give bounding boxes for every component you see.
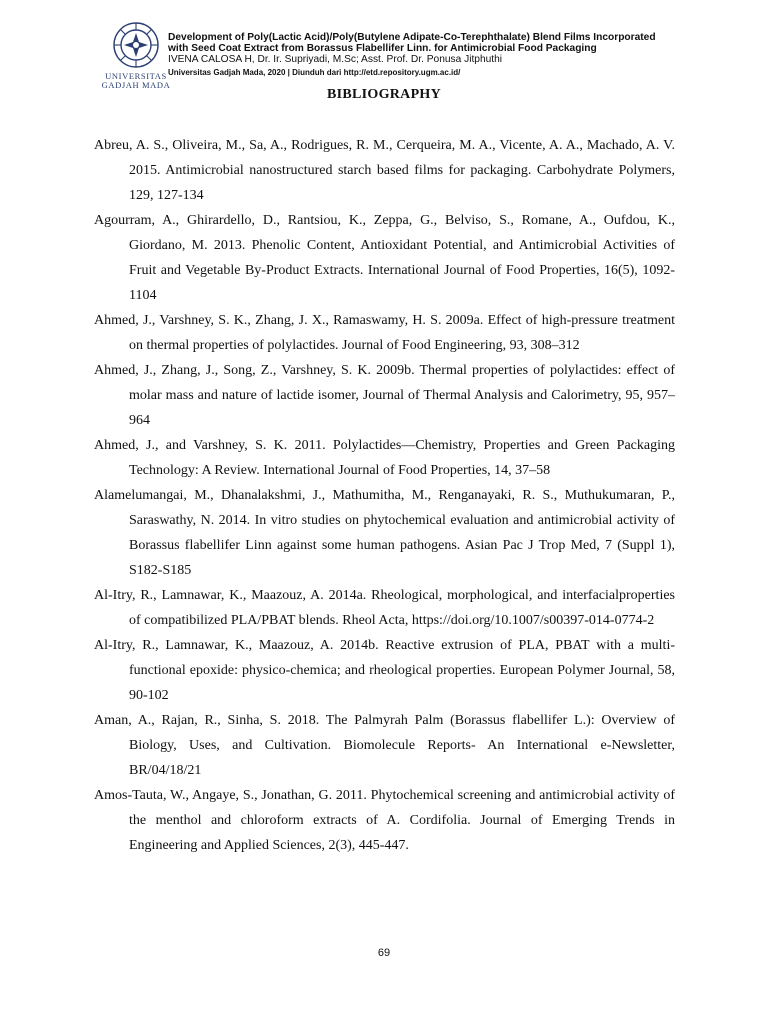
- section-title: BIBLIOGRAPHY: [326, 87, 442, 102]
- university-logo: [96, 20, 176, 90]
- reference-entry: Alamelumangai, M., Dhanalakshmi, J., Mathumitha, M., Renganayaki, R. S., Muthukumaran, P., Saraswathy, N. 2014. In vitro studies on phytochemical evaluation and antimicrobial activity of Borassus flabellifer Linn against some human pathogens. Asian Pac J Trop Med, 7 (Suppl 1), S182-S185: [94, 488, 675, 578]
- reference-entry: Ahmed, J., and Varshney, S. K. 2011. Polylactides—Chemistry, Properties and Green Packaging Technology: A Review. International Journal of Food Properties, 14, 37–58: [94, 438, 675, 478]
- reference-entry: Ahmed, J., Varshney, S. K., Zhang, J. X., Ramaswamy, H. S. 2009a. Effect of high-pressure treatment on thermal properties of polylactides. Journal of Food Engineering, 93, 308–312: [94, 313, 675, 353]
- reference-entry: Al-Itry, R., Lamnawar, K., Maazouz, A. 2014b. Reactive extrusion of PLA, PBAT with a multi-functional epoxide: physico-chemica; and rheological properties. European Polymer Journal, 58, 90-102: [94, 638, 675, 703]
- header-source: Universitas Gadjah Mada, 2020 | Diunduh dari http://etd.repository.ugm.ac.id/: [168, 68, 461, 77]
- header-authors: IVENA CALOSA H, Dr. Ir. Supriyadi, M.Sc; Asst. Prof. Dr. Ponusa Jitphuthi: [168, 54, 503, 65]
- university-name: UNIVERSITAS GADJAH MADA: [101, 71, 171, 90]
- reference-entry: Ahmed, J., Zhang, J., Song, Z., Varshney, S. K. 2009b. Thermal properties of polylactides: effect of molar mass and nature of lactide isomer, Journal of Thermal Analysis and Calorimetry, 95, 957–964: [94, 363, 675, 428]
- university-seal-icon: [109, 20, 163, 70]
- reference-list: [94, 133, 675, 858]
- reference-entry: Agourram, A., Ghirardello, D., Rantsiou, K., Zeppa, G., Belviso, S., Romane, A., Oufdou, K., Giordano, M. 2013. Phenolic Content, Antioxidant Potential, and Antimicrobial Activities of Fruit and Vegetable By-Product Extracts. International Journal of Food Properties, 16(5), 1092-1104: [94, 213, 675, 303]
- reference-entry: Abreu, A. S., Oliveira, M., Sa, A., Rodrigues, R. M., Cerqueira, M. A., Vicente, A. A., Machado, A. V. 2015. Antimicrobial nanostructured starch based films for packaging. Carbohydrate Polymers, 129, 127-134: [94, 138, 675, 203]
- header-text: [168, 32, 738, 78]
- header-title-line-1: Development of Poly(Lactic Acid)/Poly(Butylene Adipate-Co-Terephthalate) Blend Films Incorporated: [168, 32, 656, 43]
- reference-entry: Aman, A., Rajan, R., Sinha, S. 2018. The Palmyrah Palm (Borassus flabellifer L.): Overview of Biology, Uses, and Cultivation. Biomolecule Reports- An International e-Newsletter, BR/04/18/21: [94, 713, 675, 778]
- reference-entry: Al-Itry, R., Lamnawar, K., Maazouz, A. 2014a. Rheological, morphological, and interfacialproperties of compatibilized PLA/PBAT blends. Rheol Acta, https://doi.org/10.1007/s00397-014-0774-2: [94, 588, 675, 628]
- page-number: 69: [377, 947, 391, 959]
- document-header: [96, 16, 736, 90]
- reference-entry: Amos-Tauta, W., Angaye, S., Jonathan, G. 2011. Phytochemical screening and antimicrobial activity of the menthol and chloroform extracts of A. Cordifolia. Journal of Emerging Trends in Engineering and Applied Sciences, 2(3), 445-447.: [94, 788, 675, 853]
- header-title-line-2: with Seed Coat Extract from Borassus Flabellifer Linn. for Antimicrobial Food Packaging: [168, 43, 597, 54]
